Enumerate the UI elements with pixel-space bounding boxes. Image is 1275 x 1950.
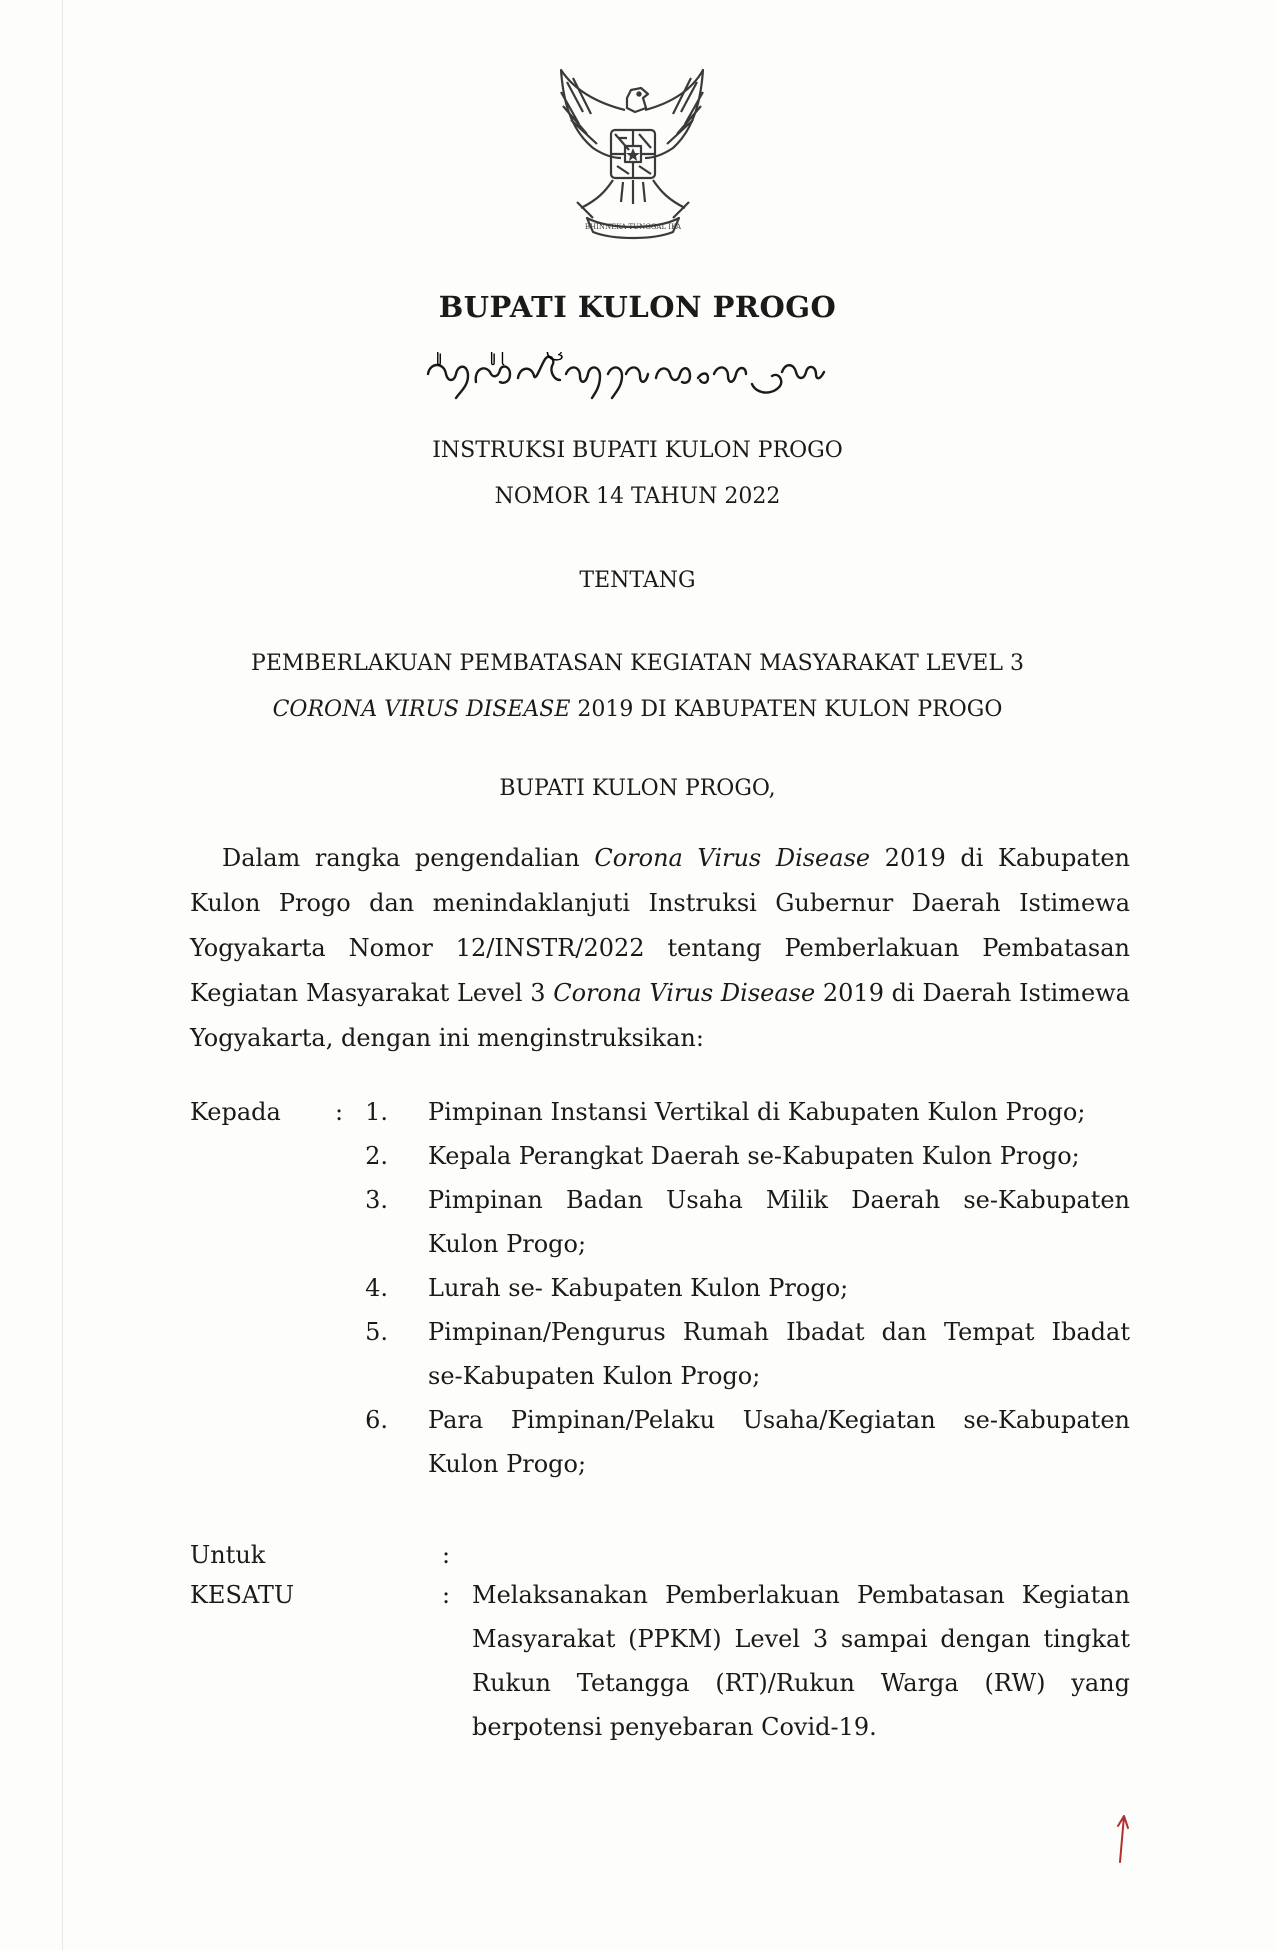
- recipient-text-continued: Kulon Progo;: [428, 1450, 587, 1478]
- recipient-text: Para Pimpinan/Pelaku Usaha/Kegiatan se-Kabupaten: [428, 1406, 1130, 1434]
- svg-text:BHINNEKA TUNGGAL IKA: BHINNEKA TUNGGAL IKA: [584, 223, 682, 231]
- instruction-title: INSTRUKSI BUPATI KULON PROGO: [432, 438, 843, 463]
- instruction-number: NOMOR 14 TAHUN 2022: [494, 484, 781, 509]
- preamble-line-5: Yogyakarta, dengan ini menginstruksikan:: [190, 1024, 704, 1052]
- preamble-l1-a: Dalam rangka pengendalian: [222, 844, 595, 872]
- first-text-line: Melaksanakan Pemberlakuan Pembatasan Kegiatan: [472, 1581, 1130, 1609]
- recipient-text: Pimpinan/Pengurus Rumah Ibadat dan Tempat Ibadat: [428, 1318, 1130, 1346]
- preamble-line-4: [190, 978, 1130, 1008]
- preamble-l4-c: 2019 di Daerah Istimewa: [815, 979, 1130, 1007]
- subject-line-2: [0, 697, 1275, 722]
- first-colon: :: [442, 1581, 451, 1609]
- first-label: KESATU: [190, 1581, 295, 1609]
- recipient-text-continued: Kulon Progo;: [428, 1230, 587, 1258]
- recipients-label: Kepada: [190, 1098, 281, 1126]
- subject-disease-name: CORONA VIRUS DISEASE: [272, 697, 571, 722]
- preamble-line-1: [222, 843, 1130, 873]
- recipient-number: 2.: [365, 1142, 388, 1170]
- preamble-l4-a: Kegiatan Masyarakat Level 3: [190, 979, 554, 1007]
- first-text-line: berpotensi penyebaran Covid-19.: [472, 1713, 877, 1741]
- preamble-l1-italic: Corona Virus Disease: [594, 844, 871, 872]
- preamble-line-3: Yogyakarta Nomor 12/INSTR/2022 tentang Pemberlakuan Pembatasan: [190, 934, 1130, 962]
- recipient-text: Kepala Perangkat Daerah se-Kabupaten Kulon Progo;: [428, 1142, 1080, 1170]
- recipient-number: 5.: [365, 1318, 388, 1346]
- recipient-text: Lurah se- Kabupaten Kulon Progo;: [428, 1274, 849, 1302]
- recipient-number: 3.: [365, 1186, 388, 1214]
- recipient-number: 4.: [365, 1274, 388, 1302]
- purpose-label: Untuk: [190, 1541, 266, 1569]
- purpose-colon: :: [442, 1541, 451, 1569]
- first-text-line: Rukun Tetangga (RT)/Rukun Warga (RW) yang: [472, 1669, 1130, 1697]
- javanese-script-heading: [420, 352, 840, 400]
- recipient-text: Pimpinan Instansi Vertikal di Kabupaten Kulon Progo;: [428, 1098, 1086, 1126]
- issuer-heading: BUPATI KULON PROGO,: [499, 776, 776, 801]
- recipients-colon: :: [335, 1098, 344, 1126]
- first-text-line: Masyarakat (PPKM) Level 3 sampai dengan tingkat: [472, 1625, 1130, 1653]
- preamble-line-2: Kulon Progo dan menindaklanjuti Instruksi Gubernur Daerah Istimewa: [190, 889, 1130, 917]
- initial-mark-icon: [1112, 1812, 1136, 1868]
- recipient-text: Pimpinan Badan Usaha Milik Daerah se-Kabupaten: [428, 1186, 1130, 1214]
- garuda-emblem-icon: [553, 68, 713, 243]
- recipient-number: 6.: [365, 1406, 388, 1434]
- recipient-number: 1.: [365, 1098, 388, 1126]
- about-label: TENTANG: [579, 568, 696, 593]
- subject-line-1: PEMBERLAKUAN PEMBATASAN KEGIATAN MASYARAKAT LEVEL 3: [251, 651, 1024, 676]
- subject-line-2-rest: 2019 DI KABUPATEN KULON PROGO: [570, 697, 1003, 722]
- recipient-text-continued: se-Kabupaten Kulon Progo;: [428, 1362, 761, 1390]
- preamble-l1-c: 2019 di Kabupaten: [870, 844, 1130, 872]
- document-heading: BUPATI KULON PROGO: [438, 290, 837, 324]
- preamble-l4-italic: Corona Virus Disease: [553, 979, 816, 1007]
